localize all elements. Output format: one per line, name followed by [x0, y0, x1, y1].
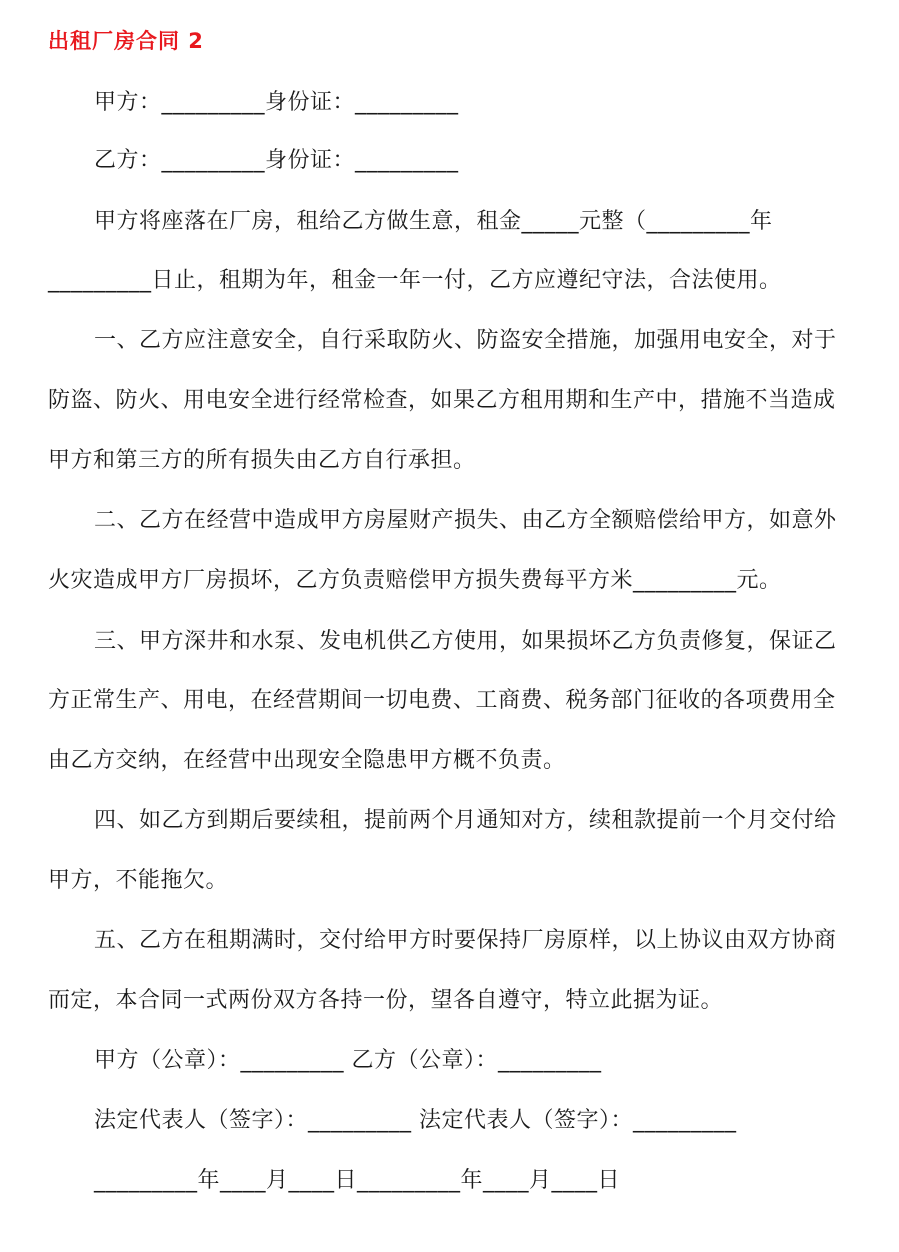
intro-line-1: 甲方将座落在厂房，租给乙方做生意，租金_____元整（_________年	[94, 209, 773, 234]
clause-1-line-2: 防盗、防火、用电安全进行经常检查，如果乙方租用期和生产中，措施不当造成	[48, 388, 836, 413]
clause-4-line-2: 甲方，不能拖欠。	[48, 868, 229, 893]
document-title: 出租厂房合同 2	[48, 29, 204, 53]
intro-line-2: _________日止，租期为年，租金一年一付，乙方应遵纪守法，合法使用。	[48, 268, 782, 293]
clause-4-line-1: 四、如乙方到期后要续租，提前两个月通知对方，续租款提前一个月交付给	[94, 808, 837, 833]
clause-3-line-2: 方正常生产、用电，在经营期间一切电费、工商费、税务部门征收的各项费用全	[48, 688, 836, 713]
clause-3-line-1: 三、甲方深井和水泵、发电机供乙方使用，如果损坏乙方负责修复，保证乙	[94, 629, 837, 654]
date-line: _________年____月____日_________年____月____日	[94, 1168, 621, 1193]
clause-5-line-2: 而定，本合同一式两份双方各持一份，望各自遵守，特立此据为证。	[48, 988, 724, 1013]
clause-1-line-1: 一、乙方应注意安全，自行采取防火、防盗安全措施，加强用电安全，对于	[94, 328, 837, 353]
clause-3-line-3: 由乙方交纳，在经营中出现安全隐患甲方概不负责。	[48, 748, 566, 773]
party-a-line: 甲方：_________身份证：_________	[94, 90, 459, 115]
clause-2-line-1: 二、乙方在经营中造成甲方房屋财产损失、由乙方全额赔偿给甲方，如意外	[94, 508, 837, 533]
seal-line: 甲方（公章）：_________ 乙方（公章）：_________	[94, 1048, 602, 1073]
representative-signature-line: 法定代表人（签字）：_________ 法定代表人（签字）：_________	[94, 1108, 737, 1133]
party-b-line: 乙方：_________身份证：_________	[94, 148, 459, 173]
clause-5-line-1: 五、乙方在租期满时，交付给甲方时要保持厂房原样，以上协议由双方协商	[94, 928, 837, 953]
clause-2-line-2: 火灾造成甲方厂房损坏，乙方负责赔偿甲方损失费每平方米_________元。	[48, 568, 782, 593]
clause-1-line-3: 甲方和第三方的所有损失由乙方自行承担。	[48, 448, 476, 473]
